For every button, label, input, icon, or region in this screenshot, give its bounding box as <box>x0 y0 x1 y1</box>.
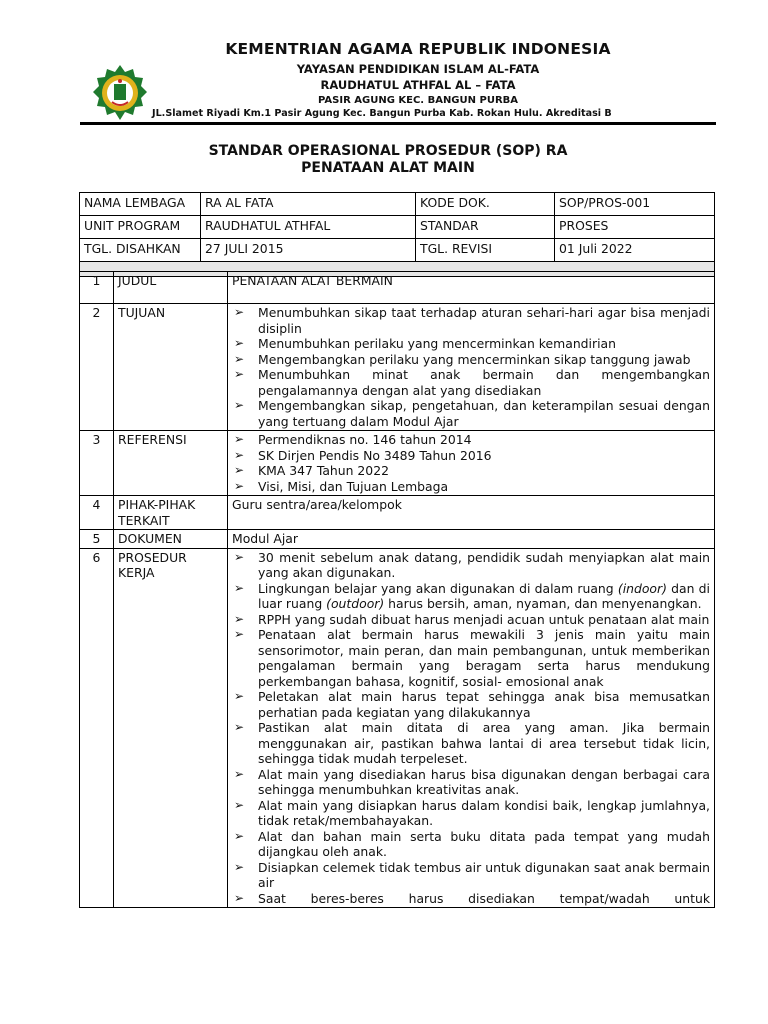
text-span: Lingkungan belajar yang akan digunakan di dalam ruang <box>258 580 618 596</box>
list-item: ➢ Mengembangkan sikap, pengetahuan, dan keterampilan sesuai dengan yang tertuang dalam Modul Ajar <box>232 398 710 429</box>
row-label: PROSEDUR KERJA <box>114 548 228 908</box>
row-value <box>228 304 715 431</box>
list-item: ➢ Alat main yang disediakan harus bisa digunakan dengan berbagai cara sehingga menumbuhkan kreativitas anak. <box>232 767 710 798</box>
row-label: DOKUMEN <box>114 530 228 549</box>
meta-label: TGL. DISAHKAN <box>80 239 201 262</box>
row-value: Guru sentra/area/kelompok <box>228 496 715 530</box>
sop-meta-table <box>79 192 715 277</box>
letterhead <box>0 0 768 128</box>
row-value <box>228 548 715 908</box>
meta-row <box>80 193 715 216</box>
table-row-pihak <box>80 496 715 530</box>
text-span: harus bersih, aman, nyaman, dan menyenangkan. <box>384 596 702 611</box>
meta-label: NAMA LEMBAGA <box>80 193 201 216</box>
row-number: 2 <box>80 304 114 431</box>
list-item: ➢ Mengembangkan perilaku yang mencerminkan sikap tanggung jawab <box>232 352 710 368</box>
meta-label: UNIT PROGRAM <box>80 216 201 239</box>
letterhead-address: JL.Slamet Riyadi Km.1 Pasir Agung Kec. Bangun Purba Kab. Rokan Hulu. Akreditasi B <box>152 108 612 119</box>
list-item <box>232 581 710 612</box>
meta-row <box>80 239 715 262</box>
letterhead-school: RAUDHATUL ATHFAL AL – FATA <box>320 78 516 92</box>
meta-value: 27 JULI 2015 <box>201 239 416 262</box>
list-item: ➢ Saat beres-beres harus disediakan tempat/wadah untuk <box>232 891 710 907</box>
letterhead-foundation: YAYASAN PENDIDIKAN ISLAM AL-FATA <box>296 62 540 76</box>
table-row-tujuan <box>80 304 715 431</box>
list-item: ➢ Penataan alat bermain harus mewakili 3 jenis main yaitu main sensorimotor, main peran, dan main pembangunan, untuk memberikan pengalaman bermain yang beragam serta harus mendukung perkembangan bahasa, kognitif, sosial- emosional anak <box>232 627 710 689</box>
meta-value: SOP/PROS-001 <box>555 193 715 216</box>
row-number: 6 <box>80 548 114 908</box>
meta-value: PROSES <box>555 216 715 239</box>
letterhead-ministry: KEMENTRIAN AGAMA REPUBLIK INDONESIA <box>225 40 611 58</box>
table-row-dokumen <box>80 530 715 549</box>
meta-value: RAUDHATUL ATHFAL <box>201 216 416 239</box>
document-subtitle: PENATAAN ALAT MAIN <box>301 160 475 176</box>
row-number: 5 <box>80 530 114 549</box>
row-value <box>228 431 715 496</box>
list-item: ➢ KMA 347 Tahun 2022 <box>232 463 710 479</box>
list-item: ➢ Peletakan alat main harus tepat sehingga anak bisa memusatkan perhatian pada kegiatan yang dilakukannya <box>232 689 710 720</box>
row-number: 3 <box>80 431 114 496</box>
meta-label: KODE DOK. <box>416 193 555 216</box>
row-number: 4 <box>80 496 114 530</box>
row-number: 1 <box>80 272 114 304</box>
table-row-referensi <box>80 431 715 496</box>
meta-value: RA AL FATA <box>201 193 416 216</box>
meta-row <box>80 216 715 239</box>
list-item: ➢ Menumbuhkan sikap taat terhadap aturan sehari-hari agar bisa menjadi disiplin <box>232 305 710 336</box>
list-item: ➢ Permendiknas no. 146 tahun 2014 <box>232 432 710 448</box>
meta-label: STANDAR <box>416 216 555 239</box>
italic-term: (outdoor) <box>326 596 385 611</box>
list-item: ➢ SK Dirjen Pendis No 3489 Tahun 2016 <box>232 448 710 464</box>
meta-label: TGL. REVISI <box>416 239 555 262</box>
list-item: ➢ Pastikan alat main ditata di area yang aman. Jika bermain menggunakan air, pastikan bahwa lantai di area tersebut tidak licin, sehingga tidak mudah terpeleset. <box>232 720 710 767</box>
italic-term: (indoor) <box>617 580 667 596</box>
list-item: ➢ Alat dan bahan main serta buku ditata pada tempat yang mudah dijangkau oleh anak. <box>232 829 710 860</box>
list-item: ➢ Alat main yang disiapkan harus dalam kondisi baik, lengkap jumlahnya, tidak retak/membahayakan. <box>232 798 710 829</box>
list-item: ➢ Menumbuhkan minat anak bermain dan mengembangkan pengalamannya dengan alat yang disediakan <box>232 367 710 398</box>
tujuan-list <box>232 305 710 429</box>
table-row-judul <box>80 272 715 304</box>
meta-value: 01 Juli 2022 <box>555 239 715 262</box>
row-label: REFERENSI <box>114 431 228 496</box>
row-value: PENATAAN ALAT BERMAIN <box>228 272 715 304</box>
list-item: ➢ Visi, Misi, dan Tujuan Lembaga <box>232 479 710 495</box>
table-row-prosedur <box>80 548 715 908</box>
row-label: JUDUL <box>114 272 228 304</box>
row-label: PIHAK-PIHAK TERKAIT <box>114 496 228 530</box>
list-item: ➢ Disiapkan celemek tidak tembus air untuk digunakan saat anak bermain air <box>232 860 710 891</box>
list-item: ➢ 30 menit sebelum anak datang, pendidik sudah menyiapkan alat main yang akan digunakan. <box>232 550 710 581</box>
row-label: TUJUAN <box>114 304 228 431</box>
list-item: ➢ RPPH yang sudah dibuat harus menjadi acuan untuk penataan alat main <box>232 612 710 628</box>
letterhead-divider <box>80 122 716 125</box>
sop-content-table <box>79 271 715 908</box>
referensi-list <box>232 432 710 494</box>
row-value: Modul Ajar <box>228 530 715 549</box>
letterhead-district: PASIR AGUNG KEC. BANGUN PURBA <box>318 95 518 106</box>
text-span: dan di luar ruang <box>258 580 710 611</box>
prosedur-list <box>232 550 710 907</box>
document-title: STANDAR OPERASIONAL PROSEDUR (SOP) RA <box>208 143 568 159</box>
list-item: ➢ Menumbuhkan perilaku yang mencerminkan kemandirian <box>232 336 710 352</box>
